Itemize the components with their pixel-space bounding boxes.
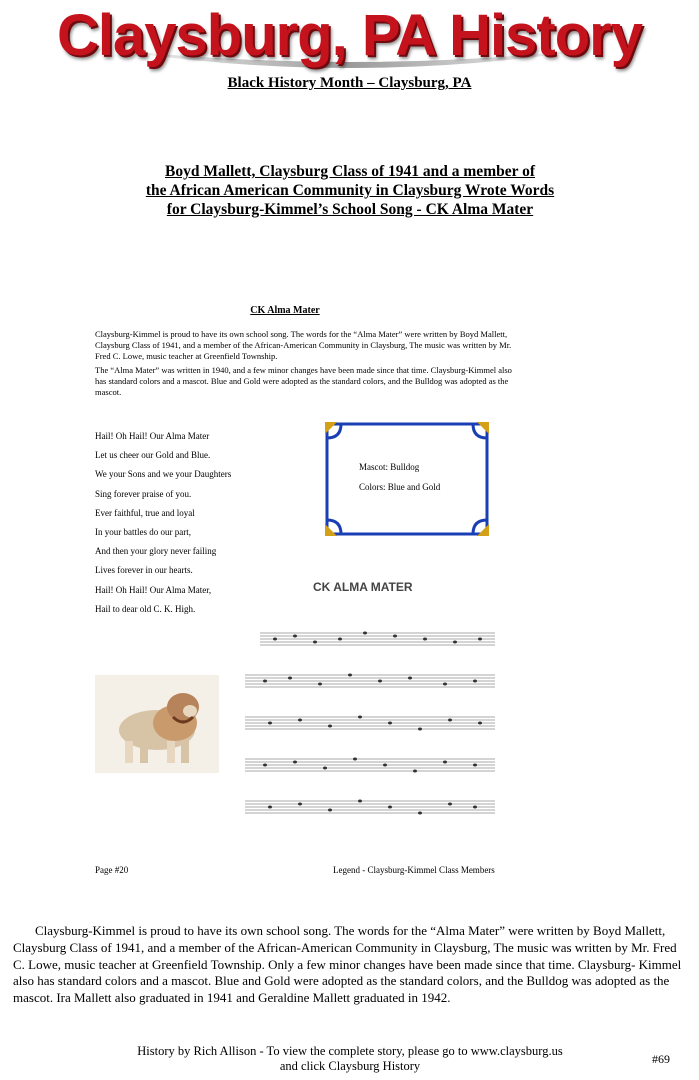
- sheet-music: [245, 625, 500, 825]
- headline-line-1: Boyd Mallett, Claysburg Class of 1941 and a member of: [165, 163, 535, 180]
- bulldog-image: [95, 675, 219, 773]
- mascot-label: Mascot: Bulldog: [359, 462, 420, 472]
- lyric-line: Ever faithful, true and loyal: [95, 507, 195, 518]
- sheet-music-title: CK ALMA MATER: [313, 580, 413, 594]
- banner-title: Claysburg, PA History: [57, 3, 642, 68]
- lyric-line: In your battles do our part,: [95, 526, 191, 537]
- music-staff-3: [245, 717, 495, 729]
- music-staff-2: [245, 675, 495, 687]
- scanned-paragraph-1: Claysburg-Kimmel is proud to have its own school song. The words for the “Alma Mater” were written by Boyd Mallett, Claysburg Class of 1941, and a member of the African-American Community in Claysburg, The music was written by Mr. Fred C. Lowe, music teacher at Greenfield Township.: [95, 329, 512, 361]
- colors-label: Colors: Blue and Gold: [359, 482, 441, 492]
- lyric-line: Hail to dear old C. K. High.: [95, 603, 196, 614]
- folio-number: #69: [652, 1052, 670, 1066]
- scanned-page-title: CK Alma Mater: [250, 305, 320, 316]
- lyrics: [95, 427, 295, 619]
- scanned-page: [85, 305, 515, 885]
- lyric-line: Lives forever in our hearts.: [95, 565, 193, 576]
- footer: [100, 1044, 600, 1074]
- footer-line-2: and click Claysburg History: [279, 1059, 421, 1073]
- music-staff-4: [245, 759, 495, 771]
- lyric-line: Hail! Oh Hail! Our Alma Mater,: [95, 584, 212, 595]
- footer-line-1: History by Rich Allison - To view the complete story, please go to www.claysburg.us: [137, 1044, 563, 1058]
- ornate-frame: [323, 420, 491, 538]
- legend-caption: Legend - Claysburg-Kimmel Class Members: [333, 865, 495, 875]
- mascot-frame: [323, 420, 491, 538]
- lyric-line: And then your glory never failing: [95, 546, 217, 557]
- body-paragraph: Claysburg-Kimmel is proud to have its own school song. The words for the “Alma Mater” were written by Boyd Mallett, Claysburg Class of 1941, and a member of the African-American Community in Claysburg, The music was written by Mr. Fred C. Lowe, music teacher at Greenfield Township. Only a few minor changes have been made since that time. Claysburg- Kimmel also has standard colors and a mascot. Blue and Gold were adopted as the standard colors, and the Bulldog was adopted as the mascot. Ira Mallett also graduated in 1941 and Geraldine Mallett graduated in 1942.: [13, 923, 682, 1006]
- headline: [60, 162, 640, 219]
- lyric-line: Hail! Oh Hail! Our Alma Mater: [95, 431, 210, 441]
- page-subtitle: Black History Month – Claysburg, PA: [227, 75, 472, 91]
- music-staff-5: [245, 801, 495, 813]
- headline-line-3: for Claysburg-Kimmel’s School Song - CK Alma Mater: [166, 201, 534, 218]
- page-number: Page #20: [95, 865, 129, 875]
- lyric-line: We your Sons and we your Daughters: [95, 469, 232, 480]
- lyric-line: Sing forever praise of you.: [95, 488, 192, 499]
- headline-line-2: the African American Community in Claysburg Wrote Words: [145, 182, 555, 199]
- scanned-paragraph-2: The “Alma Mater” was written in 1940, and a few minor changes have been made since that time. Claysburg-Kimmel also has standard colors and a mascot. Blue and Gold were adopted as the standard colors, and the Bulldog was adopted as the mascot.: [95, 365, 512, 397]
- lyric-line: Let us cheer our Gold and Blue.: [95, 450, 211, 461]
